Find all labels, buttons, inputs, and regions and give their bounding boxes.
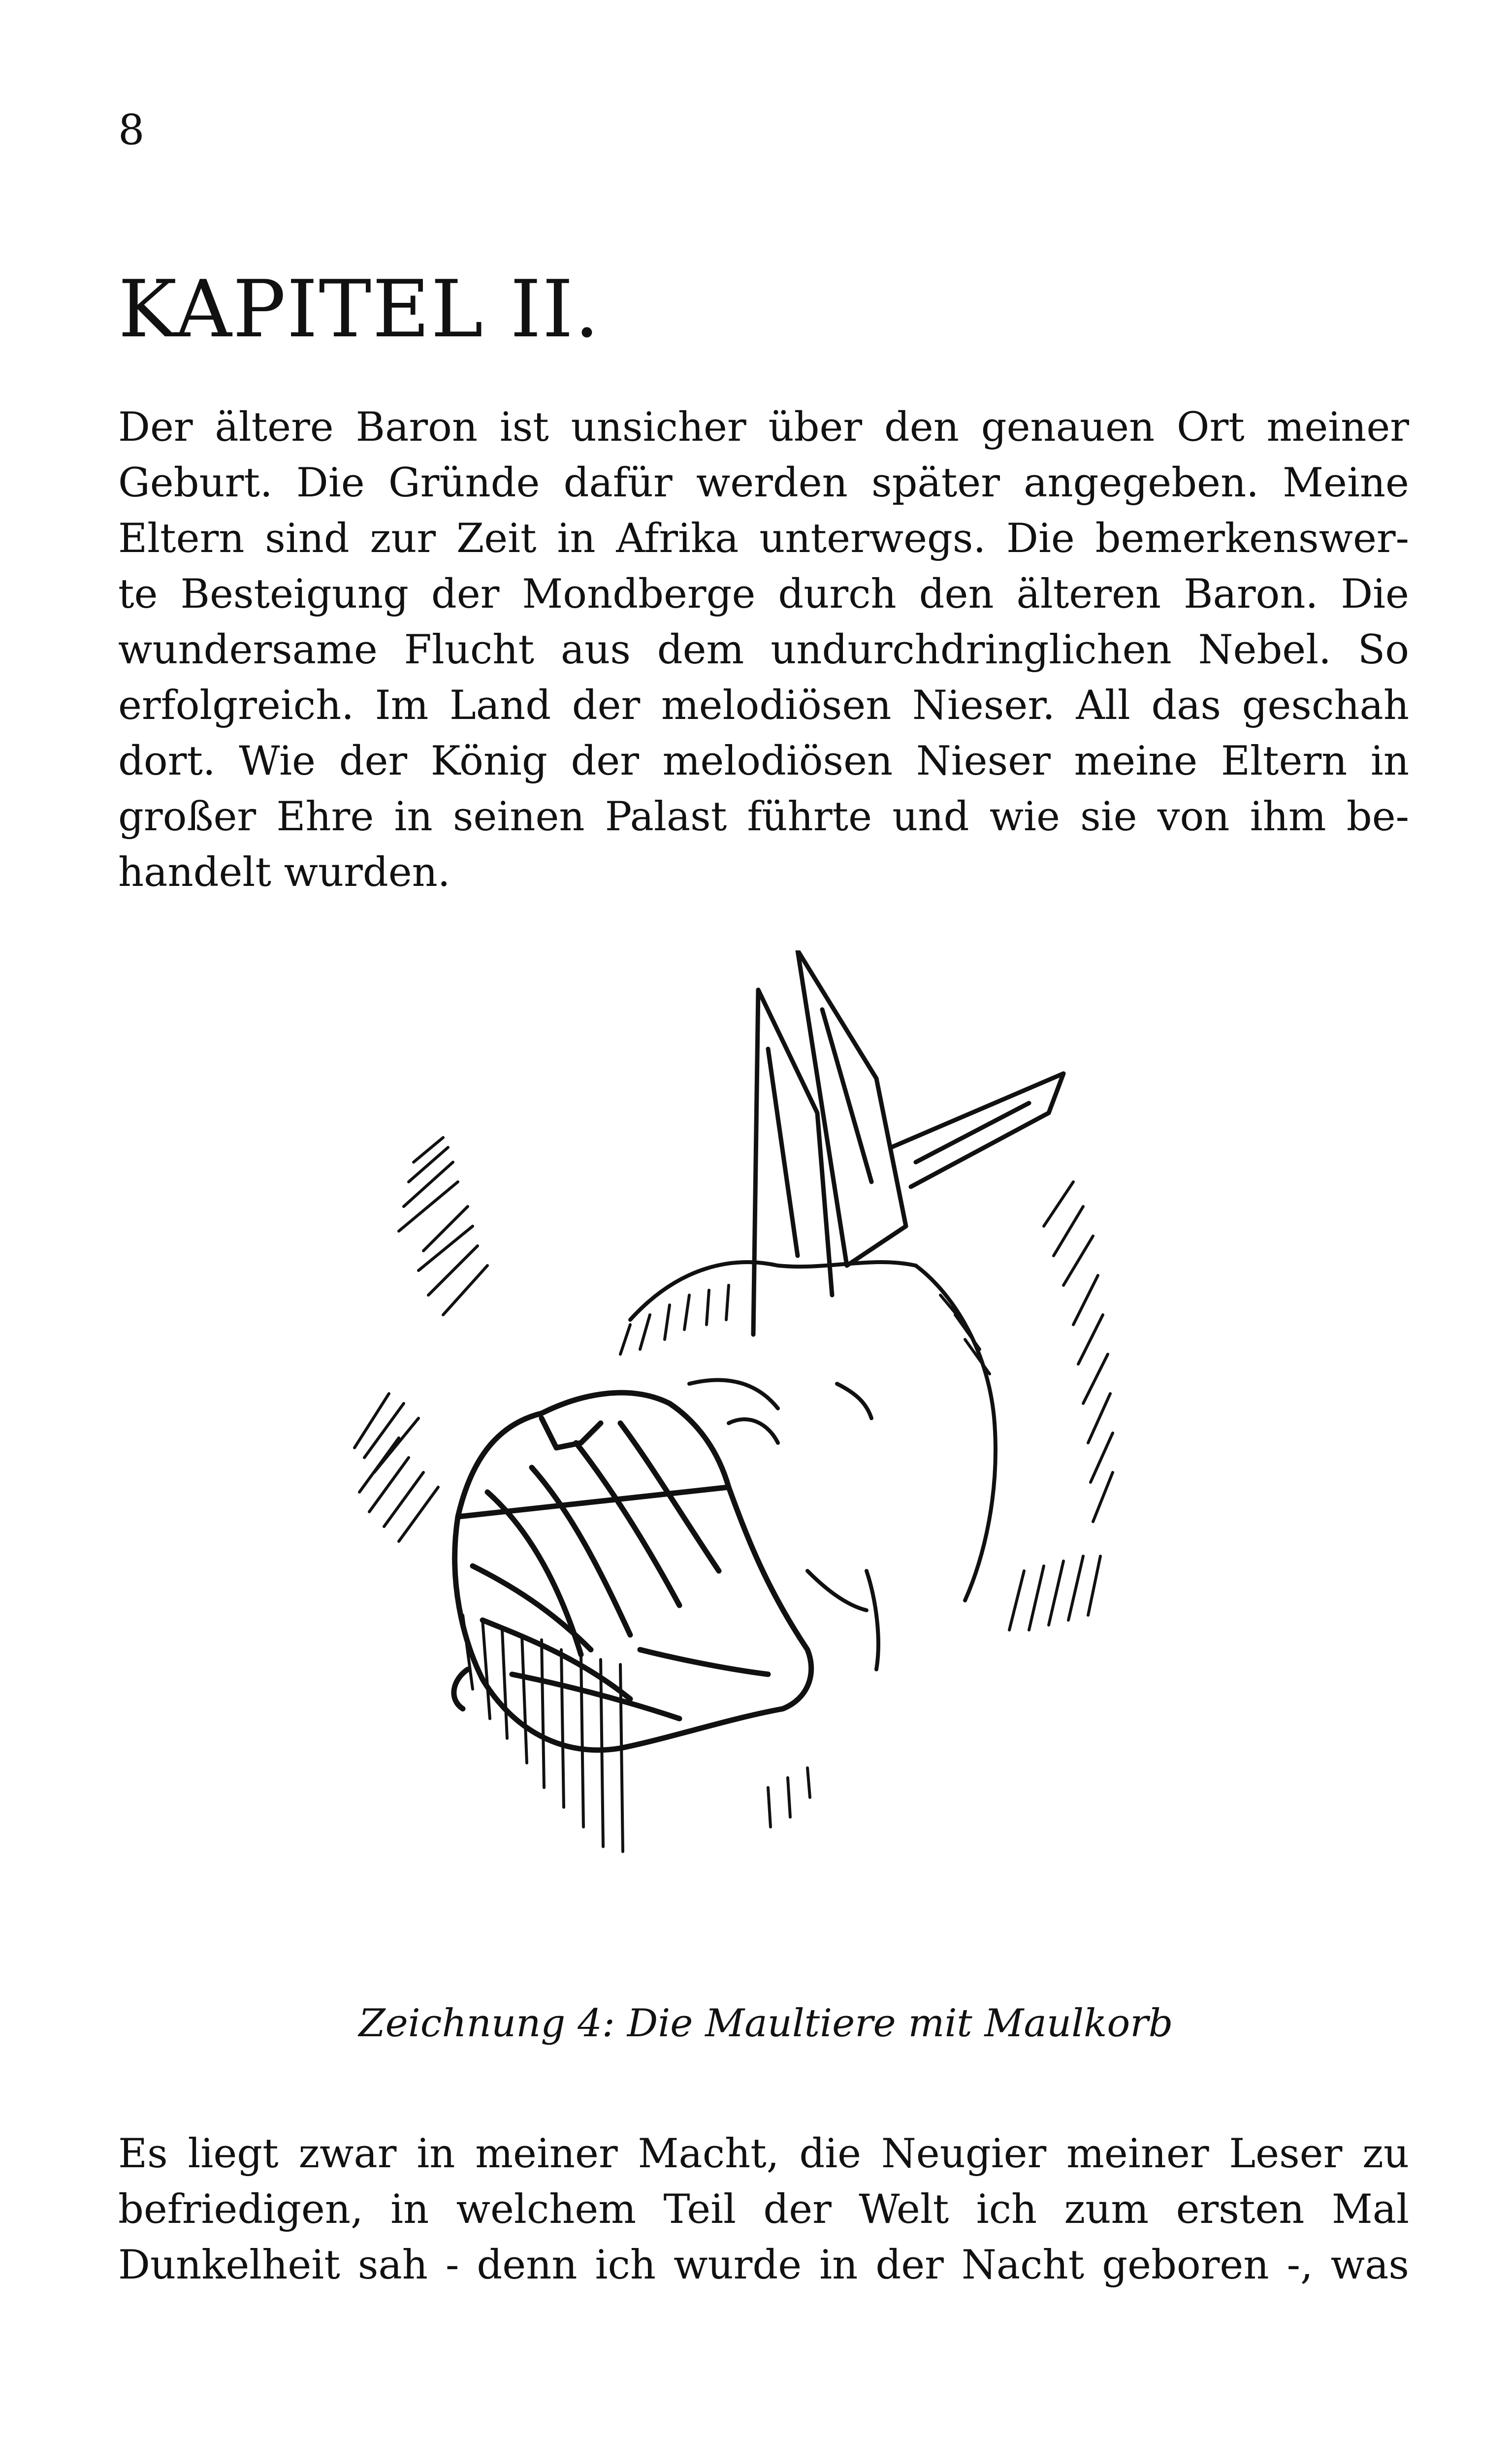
text-line: Geburt. Die Gründe dafür werden später angegeben. Meine <box>118 460 1409 506</box>
text-line: Es liegt zwar in meiner Macht, die Neugier meiner Leser zu <box>118 2131 1409 2177</box>
text-line: dort. Wie der König der melodiösen Nieser meine Eltern in <box>118 738 1409 784</box>
paragraph-intro <box>118 400 1409 901</box>
text-line: Der ältere Baron ist unsicher über den genauen Ort meiner <box>118 404 1409 451</box>
text-line: erfolgreich. Im Land der melodiösen Nieser. All das geschah <box>118 683 1409 729</box>
text-line: handelt wurden. <box>118 849 450 896</box>
text-line: wundersame Flucht aus dem undurchdringlichen Nebel. So <box>118 627 1409 673</box>
text-line: Eltern sind zur Zeit in Afrika unterwegs. Die bemerkenswer- <box>118 516 1409 562</box>
text-line: te Besteigung der Mondberge durch den älteren Baron. Die <box>118 571 1409 618</box>
page-number: 8 <box>118 106 145 154</box>
mule-illustration <box>325 950 1211 1985</box>
paragraph-continuation <box>118 2126 1409 2293</box>
text-line: großer Ehre in seinen Palast führte und wie sie von ihm be- <box>118 794 1409 840</box>
text-line: Dunkelheit sah - denn ich wurde in der Nacht geboren -, was <box>118 2242 1409 2288</box>
chapter-title: KAPITEL II. <box>118 263 601 355</box>
figure-caption: Zeichnung 4: Die Maultiere mit Maulkorb <box>358 2001 1173 2046</box>
text-line: befriedigen, in welchem Teil der Welt ich zum ersten Mal <box>118 2186 1409 2233</box>
